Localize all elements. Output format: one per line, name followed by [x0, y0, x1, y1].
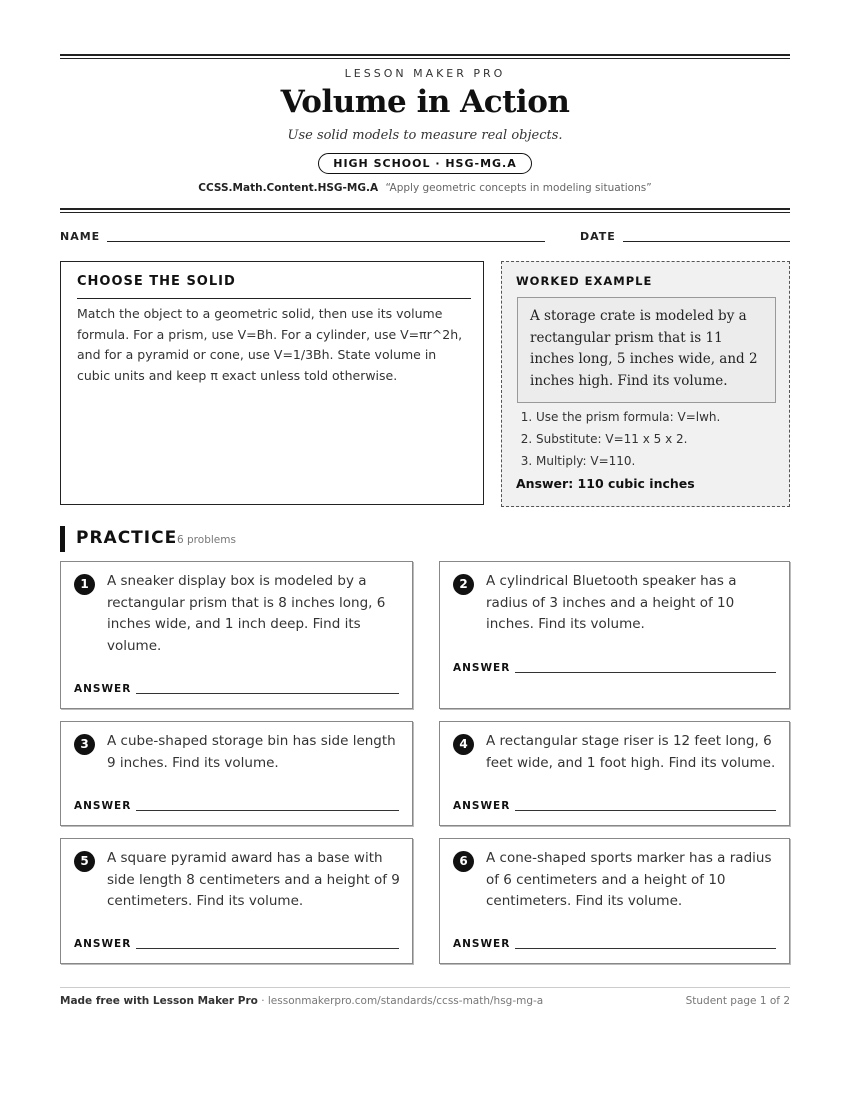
brand-name: LESSON MAKER PRO [344, 67, 506, 80]
name-field[interactable] [107, 241, 545, 242]
standard-code: CCSS.Math.Content.HSG-MG.A [198, 182, 379, 194]
header-bottom-rule [60, 208, 790, 213]
practice-count: 6 problems [177, 534, 236, 546]
standard-line [60, 182, 790, 194]
date-field[interactable] [623, 241, 790, 242]
answer-line-3[interactable] [136, 810, 399, 811]
level-pill-wrap [60, 152, 790, 174]
worked-step: 2. Substitute: V=11 x 5 x 2. [536, 428, 720, 450]
problem-card-4 [439, 721, 790, 826]
footer-url[interactable]: · lessonmakerpro.com/standards/ccss-math/hsg-mg-a [257, 995, 544, 1007]
answer-line-6[interactable] [515, 948, 776, 949]
answer-label: ANSWER [74, 800, 132, 812]
worked-step: 1. Use the prism formula: V=lwh. [536, 406, 720, 428]
worked-example-answer: Answer: 110 cubic inches [516, 476, 695, 491]
worked-step: 3. Multiply: V=110. [536, 450, 720, 472]
worked-example-panel [501, 261, 790, 507]
answer-line-4[interactable] [515, 810, 776, 811]
choose-solid-body: Match the object to a geometric solid, then use its volume formula. For a prism, use V=Bh. For a cylinder, use V=πr^2h, and for a pyramid or cone, use V=1/3Bh. State volume in cubic units and keep π exact unless told otherwise. [77, 306, 463, 383]
answer-label: ANSWER [74, 938, 132, 950]
page-subtitle: Use solid models to measure real objects. [287, 128, 563, 143]
problem-text: A cylindrical Bluetooth speaker has a radius of 3 inches and a height of 10 inches. Find its volume. [486, 573, 737, 632]
problem-card-6 [439, 838, 790, 964]
answer-label: ANSWER [453, 662, 511, 674]
problem-number-badge: 5 [74, 851, 95, 872]
date-label: DATE [580, 230, 616, 243]
problem-number-badge: 3 [74, 734, 95, 755]
footer-credit [60, 995, 543, 1007]
answer-label: ANSWER [453, 800, 511, 812]
problem-card-5 [60, 838, 413, 964]
answer-line-5[interactable] [136, 948, 399, 949]
page-footer [60, 987, 790, 1018]
footer-page-number: Student page 1 of 2 [685, 995, 790, 1007]
page-title: Volume in Action [280, 84, 570, 120]
problem-number-badge: 1 [74, 574, 95, 595]
answer-line-1[interactable] [136, 693, 399, 694]
problem-card-2 [439, 561, 790, 709]
name-date-row [60, 229, 790, 249]
footer-made-with: Made free with Lesson Maker Pro [60, 995, 258, 1007]
problem-number-badge: 2 [453, 574, 474, 595]
problem-card-3 [60, 721, 413, 826]
worked-example-title: WORKED EXAMPLE [516, 274, 653, 288]
practice-title: PRACTICE [76, 528, 178, 548]
level-badge: HIGH SCHOOL · HSG-MG.A [318, 153, 532, 174]
problem-card-1 [60, 561, 413, 709]
answer-label: ANSWER [453, 938, 511, 950]
answer-label: ANSWER [74, 683, 132, 695]
answer-line-2[interactable] [515, 672, 776, 673]
standard-quote: “Apply geometric concepts in modeling situations” [385, 182, 652, 194]
name-label: NAME [60, 230, 101, 243]
choose-solid-divider [77, 298, 471, 299]
choose-solid-panel [60, 261, 484, 505]
problem-number-badge: 6 [453, 851, 474, 872]
problem-text: A cube-shaped storage bin has side length 9 inches. Find its volume. [107, 733, 396, 771]
problem-text: A rectangular stage riser is 12 feet long, 6 feet wide, and 1 foot high. Find its volume. [486, 733, 776, 771]
worked-example-problem: A storage crate is modeled by a rectangular prism that is 11 inches long, 5 inches wide, and 2 inches high. Find its volume. [517, 297, 776, 403]
practice-heading [60, 526, 790, 552]
practice-accent-bar [60, 526, 65, 552]
problem-text: A sneaker display box is modeled by a rectangular prism that is 8 inches long, 6 inches wide, and 1 inch deep. Find its volume. [107, 573, 386, 654]
worked-example-steps [516, 406, 720, 472]
problem-text: A square pyramid award has a base with side length 8 centimeters and a height of 9 centimeters. Find its volume. [107, 850, 400, 909]
problem-number-badge: 4 [453, 734, 474, 755]
problem-text: A cone-shaped sports marker has a radius of 6 centimeters and a height of 10 centimeters. Find its volume. [486, 850, 772, 909]
choose-solid-title: CHOOSE THE SOLID [77, 274, 236, 289]
header-top-rule [60, 54, 790, 59]
